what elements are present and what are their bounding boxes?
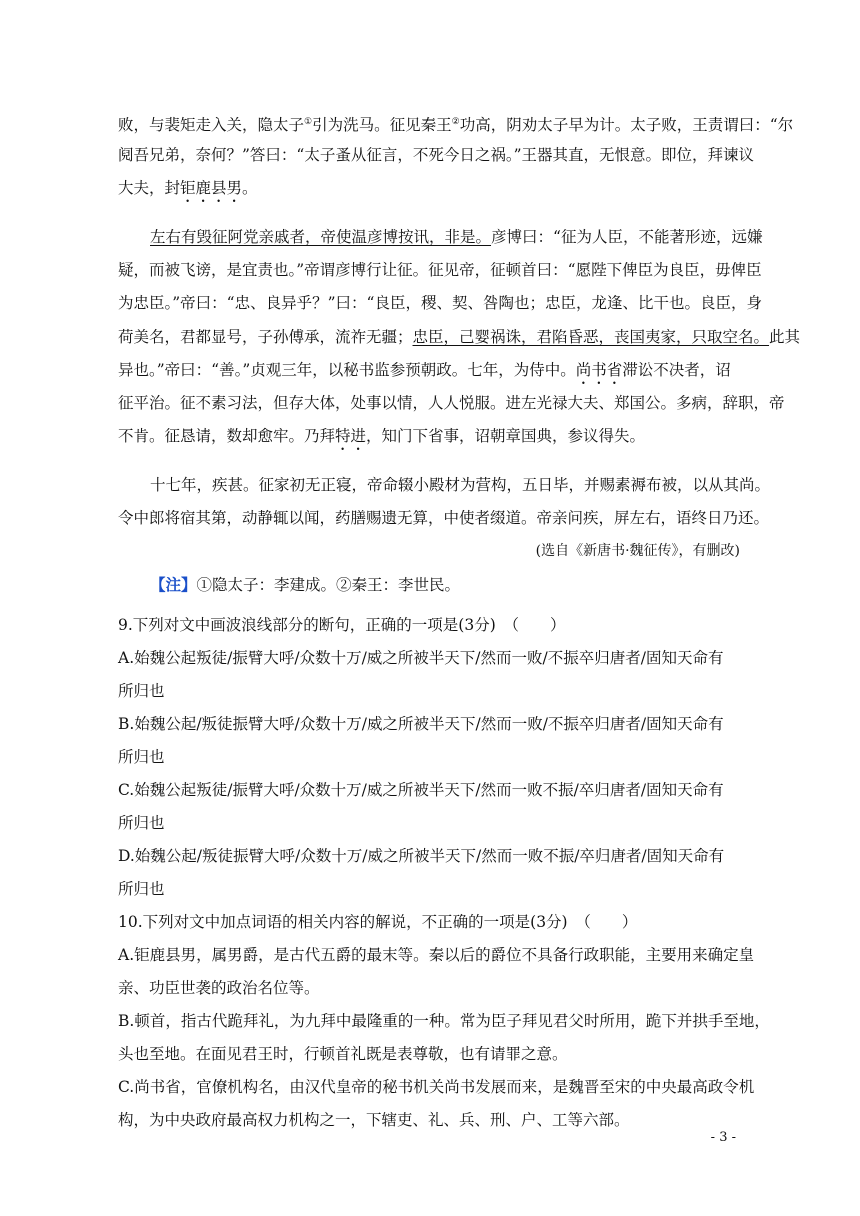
option-a-cont: 亲、功臣世袭的政治名位等。 (118, 979, 320, 997)
note-text: ①隐太子：李建成。②秦王：李世民。 (196, 576, 461, 594)
text-run: 滞讼不决者，诏 (622, 361, 731, 379)
passage-line (118, 326, 801, 348)
text-run: 引为洗马。征见秦王 (312, 116, 452, 135)
question-stem: 9.下列对文中画波浪线部分的断句，正确的一项是(3分) （ ） (118, 616, 566, 634)
text-run: 荷美名，君都显号，子孙傅承，流祚无疆； (118, 328, 413, 346)
passage-line: 疑，而被飞谤，是宜责也。”帝谓彦博行让征。征见帝，征顿首曰：“愿陛下俾臣为良臣，毋俾臣 (118, 261, 762, 279)
option-c-cont: 所归也 (118, 814, 165, 832)
option-a: A.钜鹿县男，属男爵，是古代五爵的最末等。秦以后的爵位不具备行政职能，主要用来确定皇 (118, 946, 755, 964)
text-run: ，知门下省事，诏朝章国典，参议得失。 (366, 427, 646, 445)
text-run: 功高，阴劝太子早为计。太子败，王责谓曰：“尔 (459, 116, 794, 135)
text-run: 败，与裴矩走入关，隐太子 (118, 116, 305, 135)
option-c: C.始魏公起叛徒/振臂大呼/众数十万/威之所被半天下/然而一败不振/卒归唐者/固知天命有 (118, 781, 724, 799)
option-c-cont: 构，为中央政府最高权力机构之一，下辖吏、礼、兵、刑、户、工等六部。 (118, 1111, 630, 1129)
passage-line (150, 226, 763, 248)
dotted-term: 尚书省 (575, 361, 623, 379)
option-c: C.尚书省，官僚机构名，由汉代皇帝的秘书机关尚书发展而来，是魏晋至宋的中央最高政令机 (118, 1078, 755, 1096)
option-b-cont: 所归也 (118, 748, 165, 766)
passage-line (118, 111, 794, 136)
passage-line: 令中郎将宿其第，动静辄以闻，药膳赐遗无算，中使者缀道。帝亲问疾，屏左右，语终日乃还。 (118, 509, 770, 527)
source-citation: (选自《新唐书·魏征传》，有删改) (535, 543, 740, 559)
text-run: 异也。”帝曰：“善。”贞观三年，以秘书监参预朝政。七年，为侍中。 (118, 361, 576, 379)
footnote-marker: ② (451, 117, 460, 127)
text-run: 大夫，封 (118, 179, 181, 197)
option-d: D.始魏公起/叛徒振臂大呼/众数十万/威之所被半天下/然而一败不振/卒归唐者/固知天命有 (118, 847, 725, 865)
underlined-text: 忠臣，己婴祸诛，君陷昏恶，丧国夷家，只取空名。 (412, 328, 770, 346)
option-a-cont: 所归也 (118, 682, 165, 700)
passage-line (118, 359, 738, 388)
note-tag: 【注】 (150, 575, 197, 594)
annotation-note (150, 574, 770, 596)
footnote-marker: ① (304, 117, 313, 127)
text-run: 此其 (769, 328, 801, 346)
passage-line (118, 425, 738, 454)
question-stem: 10.下列对文中加点词语的相关内容的解说，不正确的一项是(3分) （ ） (118, 913, 638, 931)
option-b-cont: 头也至地。在面见君王时，行顿首礼既是表尊敬，也有请罪之意。 (118, 1045, 568, 1063)
option-b: B.始魏公起/叛徒振臂大呼/众数十万/威之所被半天下/然而一败/不振卒归唐者/固知天命有 (118, 715, 724, 733)
option-b: B.顿首，指古代跪拜礼，为九拜中最隆重的一种。常为臣子拜见君父时所用，跪下并拱手至地， (118, 1012, 770, 1030)
text-run: 。 (242, 179, 258, 197)
passage-line: 征平治。征不素习法，但存大体，处事以情，人人悦服。进左光禄大夫、郑国公。多病，辞职，帝 (118, 394, 785, 412)
option-a: A.始魏公起叛徒/振臂大呼/众数十万/威之所被半天下/然而一败/不振卒归唐者/固知天命有 (118, 649, 724, 667)
option-d-cont: 所归也 (118, 880, 165, 898)
passage-line: 阋吾兄弟，奈何？”答曰：“太子蚤从征言，不死今日之祸。”王器其直，无恨意。即位，拜谏议 (118, 146, 755, 164)
passage-line: 为忠臣。”帝曰：“忠、良异乎？”曰：“良臣，稷、契、咎陶也；忠臣，龙逢、比干也。良臣，身 (118, 294, 762, 312)
text-run: 彦博曰：“征为人臣，不能著形迹，远嫌 (491, 228, 763, 246)
passage-line: 十七年，疾甚。征家初无正寝，帝命辍小殿材为营构，五日毕，并赐素褥布被，以从其尚。 (150, 476, 771, 494)
page-number: - 3 - (710, 1130, 736, 1145)
underlined-text: 左右有毁征阿党亲戚者，帝使温彦博按讯，非是。 (150, 228, 492, 246)
dotted-term: 钜鹿县男 (180, 179, 243, 197)
passage-line (118, 177, 738, 206)
text-run: 不肯。征恳请，数却愈牢。乃拜 (118, 427, 336, 445)
dotted-term: 特进 (335, 427, 367, 445)
